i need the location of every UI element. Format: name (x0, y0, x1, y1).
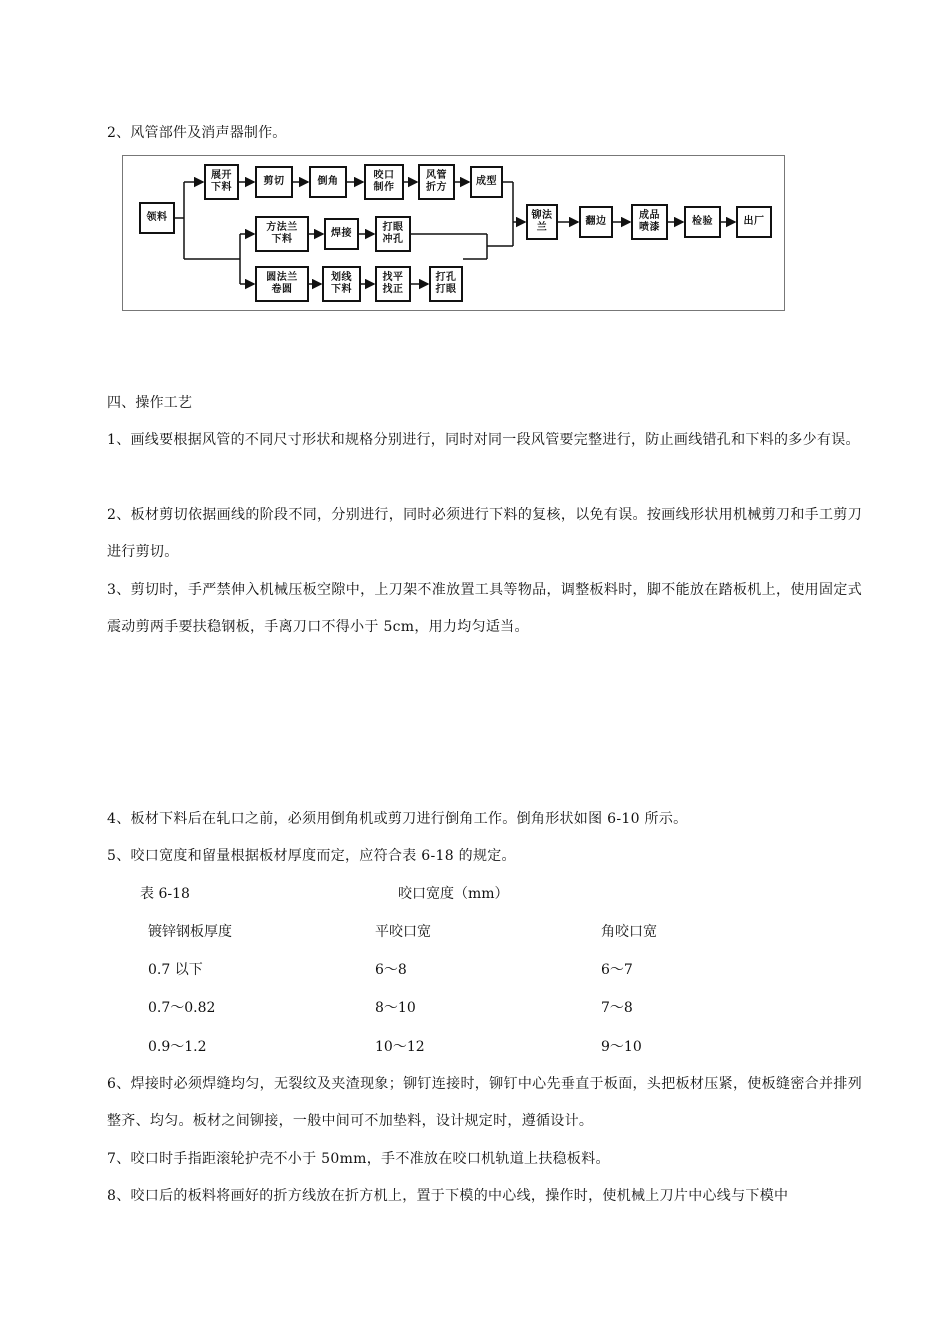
node-maofalan: 铆法 兰 (526, 204, 558, 240)
table-header-corner-seam: 角咬口宽 (601, 924, 657, 940)
table-cell: 0.7 以下 (148, 962, 203, 978)
table-cell: 6～8 (375, 962, 407, 978)
node-huaxian-xialiao: 划线 下料 (322, 266, 361, 302)
paragraph-5: 5、咬口宽度和留量根据板材厚度而定，应符合表 6-18 的规定。 (107, 848, 516, 864)
node-chengxing: 成型 (470, 166, 503, 198)
paragraph-1: 1、画线要根据风管的不同尺寸形状和规格分别进行，同时对同一段风管要完整进行，防止画线错孔和下料的多少有误。 (107, 432, 860, 448)
node-fanbian: 翻边 (579, 206, 613, 238)
node-hanjie: 焊接 (324, 218, 359, 250)
process-flowchart (122, 155, 785, 311)
node-daojiao: 倒角 (309, 166, 347, 198)
table-cell: 0.7～0.82 (148, 1000, 216, 1016)
node-zhaoping-zhaozheng: 找平 找正 (375, 266, 411, 302)
node-yaokou-zhizuo: 咬口 制作 (364, 164, 404, 200)
node-dakong-dayan: 打孔 打眼 (429, 266, 463, 302)
node-dayan-chongkong: 打眼 冲孔 (375, 216, 411, 252)
section-4-title: 四、操作工艺 (107, 395, 193, 411)
node-zhankai-xialiao: 展开 下料 (204, 164, 239, 200)
paragraph-6: 6、焊接时必须焊缝均匀，无裂纹及夹渣现象；铆钉连接时，铆钉中心先垂直于板面，头把板材压紧，使板缝密合并排列整齐、均匀。板材之间铆接，一般中间可不加垫料，设计规定时，遵循设计。 (107, 1076, 862, 1129)
node-lingliao: 领料 (139, 202, 175, 234)
table-cell: 7～8 (601, 1000, 633, 1016)
table-caption: 咬口宽度（mm） (398, 886, 509, 902)
paragraph-7: 7、咬口时手指距滚轮护壳不小于 50mm，手不准放在咬口机轨道上扶稳板料。 (107, 1151, 610, 1167)
node-fangfalan-xialiao: 方法兰 下料 (255, 216, 309, 252)
node-fengguan-zhefang: 风管 折方 (418, 164, 455, 200)
node-yuanfalan-juanyuan: 圆法兰 卷圆 (255, 266, 309, 302)
table-header-flat-seam: 平咬口宽 (375, 924, 431, 940)
node-jianyan: 检验 (684, 206, 721, 238)
table-cell: 9～10 (601, 1039, 642, 1055)
node-jianqie: 剪切 (255, 166, 293, 198)
section-2-title: 2、风管部件及消声器制作。 (107, 125, 287, 141)
table-cell: 0.9～1.2 (148, 1039, 207, 1055)
paragraph-3: 3、剪切时，手严禁伸入机械压板空隙中，上刀架不准放置工具等物品，调整板料时，脚不能放在踏板机上，使用固定式震动剪两手要扶稳钢板，手离刀口不得小于 5cm，用力均匀适当。 (107, 582, 862, 635)
node-chengpin-penqi: 成品 喷漆 (631, 204, 668, 240)
paragraph-4: 4、板材下料后在轧口之前，必须用倒角机或剪刀进行倒角工作。倒角形状如图 6-10 所示。 (107, 811, 688, 827)
node-chuchang: 出厂 (736, 206, 772, 238)
table-header-thickness: 镀锌钢板厚度 (148, 924, 232, 940)
table-cell: 10～12 (375, 1039, 425, 1055)
paragraph-2: 2、板材剪切依据画线的阶段不同，分别进行，同时必须进行下料的复核，以免有误。按画线形状用机械剪刀和手工剪刀进行剪切。 (107, 507, 862, 560)
table-cell: 8～10 (375, 1000, 416, 1016)
table-label: 表 6-18 (140, 886, 190, 902)
paragraph-8: 8、咬口后的板料将画好的折方线放在折方机上，置于下模的中心线，操作时，使机械上刀片中心线与下模中 (107, 1188, 789, 1204)
table-cell: 6～7 (601, 962, 633, 978)
